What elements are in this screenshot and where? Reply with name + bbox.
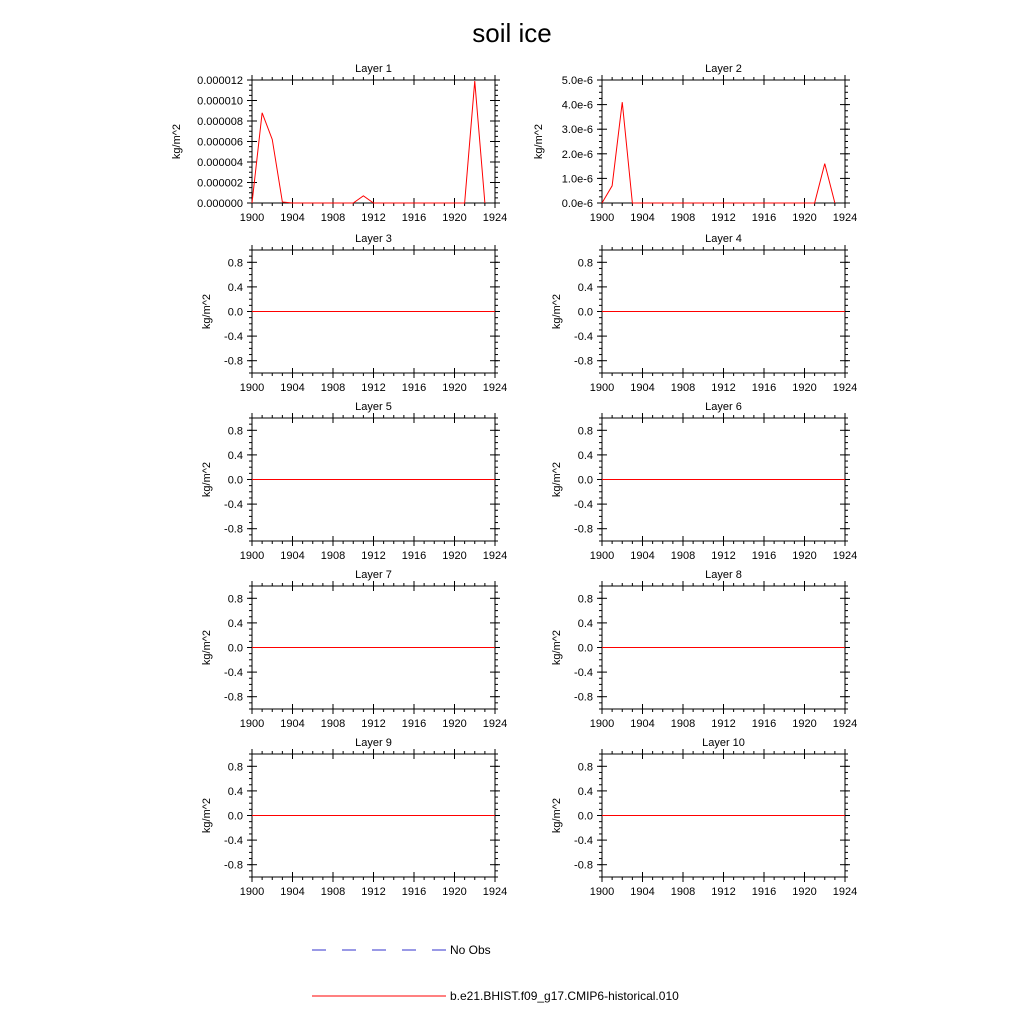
x-tick-label: 1924 — [832, 550, 858, 562]
x-tick-label: 1912 — [711, 382, 736, 394]
y-tick-label: 4.0e-6 — [561, 99, 593, 112]
x-tick-label: 1908 — [670, 212, 696, 224]
x-tick-label: 1920 — [442, 718, 467, 730]
x-tick-label: 1924 — [482, 550, 508, 562]
x-tick-label: 1904 — [280, 550, 305, 562]
y-tick-label: 0.8 — [577, 593, 593, 606]
x-tick-label: 1920 — [792, 886, 817, 898]
x-tick-label: 1904 — [280, 212, 305, 224]
y-tick-label: 0.4 — [577, 281, 593, 294]
panel-title: Layer 1 — [355, 63, 392, 75]
y-tick-label: -0.4 — [574, 499, 593, 512]
y-tick-label: 0.0 — [227, 810, 243, 823]
x-tick-label: 1900 — [239, 550, 265, 562]
x-tick-label: 1908 — [320, 718, 346, 730]
y-tick-label: 0.000002 — [197, 177, 243, 190]
plot-frame — [602, 80, 845, 203]
panel-title: Layer 2 — [705, 63, 742, 75]
panel-layer-2 — [533, 63, 857, 224]
y-tick-label: 0.000006 — [197, 136, 243, 149]
x-tick-label: 1908 — [670, 886, 696, 898]
x-tick-label: 1924 — [482, 212, 508, 224]
series-line — [602, 102, 835, 203]
y-tick-label: -0.4 — [224, 331, 243, 344]
y-tick-label: -0.8 — [224, 859, 243, 872]
y-axis-label: kg/m^2 — [551, 293, 563, 330]
legend-item — [312, 943, 491, 957]
x-tick-label: 1916 — [401, 550, 427, 562]
panel-layer-3 — [201, 233, 507, 394]
panel-title: Layer 3 — [355, 233, 392, 245]
y-tick-label: 0.0e-6 — [561, 198, 593, 210]
panels — [171, 63, 857, 898]
y-axis-label: kg/m^2 — [551, 797, 563, 834]
panel-title: Layer 5 — [355, 401, 392, 413]
x-tick-label: 1904 — [630, 212, 655, 224]
x-tick-label: 1908 — [320, 886, 346, 898]
y-tick-label: 1.0e-6 — [561, 173, 593, 186]
x-tick-label: 1912 — [711, 550, 736, 562]
x-tick-label: 1924 — [482, 718, 508, 730]
y-tick-label: 0.0 — [227, 642, 243, 655]
panel-layer-9 — [201, 737, 507, 898]
x-tick-label: 1916 — [751, 886, 777, 898]
plot-frame — [252, 80, 495, 203]
panel-title: Layer 6 — [705, 401, 742, 413]
x-tick-label: 1908 — [320, 382, 346, 394]
legend — [312, 943, 679, 1003]
x-tick-label: 1904 — [280, 886, 305, 898]
y-tick-label: -0.4 — [224, 667, 243, 680]
y-tick-label: 0.8 — [577, 257, 593, 270]
x-tick-label: 1904 — [630, 550, 655, 562]
x-tick-label: 1916 — [401, 886, 427, 898]
y-axis-label: kg/m^2 — [551, 629, 563, 666]
x-tick-label: 1920 — [442, 886, 467, 898]
x-tick-label: 1916 — [401, 382, 427, 394]
panel-title: Layer 4 — [705, 233, 742, 245]
x-tick-label: 1912 — [361, 886, 386, 898]
x-tick-label: 1916 — [401, 718, 427, 730]
y-tick-label: 0.8 — [577, 761, 593, 774]
y-axis-label: kg/m^2 — [201, 461, 213, 498]
legend-item — [312, 989, 679, 1003]
x-tick-label: 1916 — [751, 550, 777, 562]
y-axis-label: kg/m^2 — [533, 123, 545, 160]
y-tick-label: -0.4 — [224, 835, 243, 848]
y-tick-label: 0.8 — [227, 425, 243, 438]
y-tick-label: 0.0 — [227, 306, 243, 319]
panel-layer-7 — [201, 569, 507, 730]
legend-label: b.e21.BHIST.f09_g17.CMIP6-historical.010 — [450, 989, 679, 1003]
y-axis-label: kg/m^2 — [201, 629, 213, 666]
x-tick-label: 1920 — [792, 212, 817, 224]
panel-layer-6 — [551, 401, 857, 562]
y-tick-label: 0.000008 — [197, 116, 243, 128]
y-tick-label: -0.8 — [224, 523, 243, 536]
y-tick-label: 0.0 — [227, 474, 243, 487]
x-tick-label: 1920 — [442, 550, 467, 562]
y-axis-label: kg/m^2 — [551, 461, 563, 498]
x-tick-label: 1916 — [751, 718, 777, 730]
y-tick-label: 0.4 — [577, 449, 593, 462]
x-tick-label: 1912 — [711, 718, 736, 730]
y-tick-label: 3.0e-6 — [561, 124, 593, 137]
x-tick-label: 1900 — [589, 212, 615, 224]
x-tick-label: 1924 — [832, 886, 858, 898]
x-tick-label: 1904 — [280, 718, 305, 730]
x-tick-label: 1904 — [630, 382, 655, 394]
y-axis-label: kg/m^2 — [201, 797, 213, 834]
y-tick-label: -0.4 — [574, 835, 593, 848]
y-tick-label: 0.4 — [227, 785, 243, 798]
x-tick-label: 1920 — [792, 382, 817, 394]
x-tick-label: 1920 — [442, 212, 467, 224]
x-tick-label: 1924 — [832, 212, 858, 224]
x-tick-label: 1920 — [792, 718, 817, 730]
x-tick-label: 1908 — [670, 718, 696, 730]
panel-title: Layer 8 — [705, 569, 742, 581]
x-tick-label: 1912 — [711, 212, 736, 224]
y-tick-label: 0.8 — [227, 761, 243, 774]
x-tick-label: 1916 — [751, 212, 777, 224]
y-tick-label: 0.4 — [227, 617, 243, 630]
x-tick-label: 1916 — [751, 382, 777, 394]
y-tick-label: -0.8 — [574, 523, 593, 536]
y-tick-label: 0.0 — [577, 642, 593, 655]
y-tick-label: 0.000004 — [197, 157, 243, 169]
x-tick-label: 1912 — [361, 212, 386, 224]
y-tick-label: 0.0 — [577, 810, 593, 823]
panel-title: Layer 7 — [355, 569, 392, 581]
x-tick-label: 1904 — [630, 718, 655, 730]
y-tick-label: 0.000010 — [197, 95, 243, 108]
y-tick-label: 0.0 — [577, 474, 593, 487]
x-tick-label: 1908 — [670, 382, 696, 394]
y-tick-label: -0.8 — [224, 691, 243, 704]
x-tick-label: 1900 — [239, 886, 265, 898]
y-tick-label: 0.000000 — [197, 198, 243, 210]
x-tick-label: 1916 — [401, 212, 427, 224]
x-tick-label: 1900 — [239, 212, 265, 224]
y-axis-label: kg/m^2 — [201, 293, 213, 330]
x-tick-label: 1900 — [589, 550, 615, 562]
x-tick-label: 1908 — [320, 212, 346, 224]
panel-layer-8 — [551, 569, 857, 730]
y-tick-label: 0.0 — [577, 306, 593, 319]
y-tick-label: -0.8 — [574, 355, 593, 368]
x-tick-label: 1920 — [792, 550, 817, 562]
y-tick-label: -0.4 — [224, 499, 243, 512]
panel-title: Layer 10 — [702, 737, 745, 749]
panel-layer-4 — [551, 233, 857, 394]
y-tick-label: 0.8 — [227, 593, 243, 606]
y-tick-label: 0.4 — [577, 617, 593, 630]
x-tick-label: 1920 — [442, 382, 467, 394]
legend-label: No Obs — [450, 943, 491, 957]
x-tick-label: 1912 — [361, 382, 386, 394]
y-tick-label: 0.4 — [577, 785, 593, 798]
y-tick-label: 0.4 — [227, 449, 243, 462]
y-tick-label: 0.4 — [227, 281, 243, 294]
y-tick-label: 0.000012 — [197, 75, 243, 87]
panel-layer-1 — [171, 63, 507, 224]
x-tick-label: 1912 — [361, 550, 386, 562]
y-tick-label: -0.8 — [224, 355, 243, 368]
y-tick-label: 0.8 — [227, 257, 243, 270]
y-tick-label: 2.0e-6 — [561, 148, 593, 161]
x-tick-label: 1904 — [280, 382, 305, 394]
y-tick-label: -0.4 — [574, 667, 593, 680]
y-tick-label: -0.4 — [574, 331, 593, 344]
series-line — [252, 81, 485, 203]
panel-layer-10 — [551, 737, 857, 898]
y-tick-label: -0.8 — [574, 859, 593, 872]
x-tick-label: 1924 — [832, 718, 858, 730]
y-axis-label: kg/m^2 — [171, 123, 183, 160]
x-tick-label: 1912 — [711, 886, 736, 898]
x-tick-label: 1904 — [630, 886, 655, 898]
x-tick-label: 1908 — [670, 550, 696, 562]
x-tick-label: 1900 — [589, 382, 615, 394]
x-tick-label: 1900 — [239, 382, 265, 394]
figure-title: soil ice — [472, 18, 552, 48]
x-tick-label: 1900 — [589, 886, 615, 898]
x-tick-label: 1900 — [239, 718, 265, 730]
x-tick-label: 1924 — [482, 886, 508, 898]
panel-layer-5 — [201, 401, 507, 562]
panel-title: Layer 9 — [355, 737, 392, 749]
x-tick-label: 1924 — [482, 382, 508, 394]
x-tick-label: 1924 — [832, 382, 858, 394]
y-tick-label: -0.8 — [574, 691, 593, 704]
y-tick-label: 0.8 — [577, 425, 593, 438]
y-tick-label: 5.0e-6 — [561, 75, 593, 87]
x-tick-label: 1908 — [320, 550, 346, 562]
x-tick-label: 1912 — [361, 718, 386, 730]
x-tick-label: 1900 — [589, 718, 615, 730]
